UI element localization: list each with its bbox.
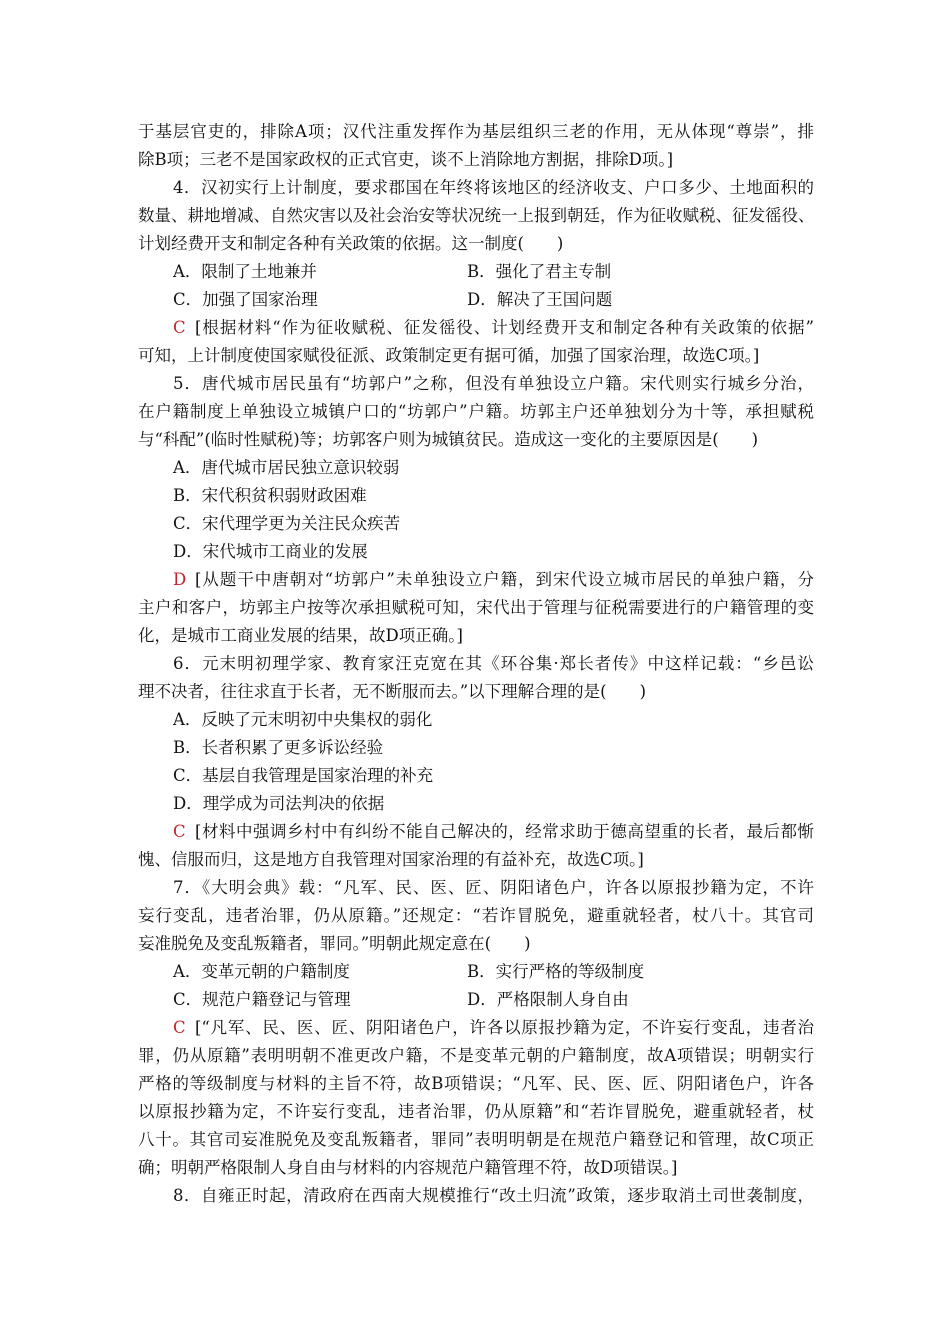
- text-line: 严格的等级制度与材料的主旨不符，故B项错误；“凡军、民、医、匠、阴阳诸色户，许各: [138, 1074, 814, 1093]
- text-line: 确；明朝严格限制人身自由与材料的内容规范户籍管理不符，故D项错误。]: [138, 1158, 678, 1177]
- text-line: 妄行变乱，违者治罪，仍从原籍。”还规定：“若诈冒脱免，避重就轻者，杖八十。其官司: [138, 906, 814, 925]
- text-line: 在户籍制度上单独设立城镇户口的“坊郭户”户籍。坊郭主户还单独划分为十等，承担赋税: [138, 402, 814, 421]
- text-line: 与“科配”(临时性赋税)等；坊郭客户则为城镇贫民。造成这一变化的主要原因是( ): [138, 430, 759, 449]
- question-7-stem: 7．《大明会典》载：“凡军、民、医、匠、阴阳诸色户，许各以原报抄籍为定，不许: [173, 878, 814, 897]
- option-a: A．反映了元末明初中央集权的弱化: [173, 710, 433, 729]
- text-line: 愧、信服而归，这是地方自我管理对国家治理的有益补充，故选C项。]: [138, 850, 644, 869]
- text-line: 主户和客户，坊郭主户按等次承担赋税可知，宋代出于管理与征税需要进行的户籍管理的变: [138, 598, 814, 617]
- explanation-line: [材料中强调乡村中有纠纷不能自己解决的，经常求助于德高望重的长者，最后都惭: [195, 822, 814, 841]
- question-5-stem: 5．唐代城市居民虽有“坊郭户”之称，但没有单独设立户籍。宋代则实行城乡分治，: [173, 374, 814, 393]
- answer-letter: C: [173, 822, 186, 841]
- option-b: B．长者积累了更多诉讼经验: [173, 738, 384, 757]
- text-line: 罪，仍从原籍”表明明朝不准更改户籍，不是变革元朝的户籍制度，故A项错误；明朝实行: [138, 1046, 814, 1065]
- text-line: 理不决者，往往求直于长者，无不断服而去。”以下理解合理的是( ): [138, 682, 647, 701]
- option-a: A．变革元朝的户籍制度: [173, 962, 350, 981]
- option-c: C．宋代理学更为关注民众疾苦: [173, 514, 401, 533]
- explanation-line: [“凡军、民、医、匠、阴阳诸色户，许各以原报抄籍为定，不许妄行变乱，违者治: [195, 1018, 814, 1037]
- text-line: 数量、耕地增减、自然灾害以及社会治安等状况统一上报到朝廷，作为征收赋税、征发徭役、: [138, 206, 815, 225]
- text-line: 于基层官吏的，排除A项；汉代注重发挥作为基层组织三老的作用，无从体现“尊崇”，排: [138, 122, 814, 141]
- text-line: 可知，上计制度使国家赋役征派、政策制定更有据可循，加强了国家治理，故选C项。]: [138, 346, 760, 365]
- text-line: 化，是城市工商业发展的结果，故D项正确。]: [138, 626, 463, 645]
- option-c: C．加强了国家治理: [173, 290, 318, 309]
- option-b: B．强化了君主专制: [467, 262, 612, 281]
- option-b: B．实行严格的等级制度: [467, 962, 645, 981]
- text-line: 以原报抄籍为定，不许妄行变乱，违者治罪，仍从原籍”和“若诈冒脱免，避重就轻者，杖: [138, 1102, 814, 1121]
- option-b: B．宋代积贫积弱财政困难: [173, 486, 367, 505]
- answer-letter: C: [173, 318, 186, 337]
- option-c: C．基层自我管理是国家治理的补充: [173, 766, 434, 785]
- option-d: D．理学成为司法判决的依据: [173, 794, 385, 813]
- text-line: 八十。其官司妄准脱免及变乱叛籍者，罪同”表明明朝是在规范户籍登记和管理，故C项正: [138, 1130, 814, 1149]
- explanation-line: [根据材料“作为征收赋税、征发徭役、计划经费开支和制定各种有关政策的依据”: [195, 318, 814, 337]
- text-line: 计划经费开支和制定各种有关政策的依据。这一制度( ): [138, 234, 564, 253]
- explanation-line: [从题干中唐朝对“坊郭户”未单独设立户籍，到宋代设立城市居民的单独户籍，分: [195, 570, 814, 589]
- question-4-stem: 4．汉初实行上计制度，要求郡国在年终将该地区的经济收支、户口多少、土地面积的: [173, 178, 814, 197]
- option-a: A．限制了土地兼并: [173, 262, 317, 281]
- question-6-stem: 6．元末明初理学家、教育家汪克宽在其《环谷集·郑长者传》中这样记载：“乡邑讼: [173, 654, 814, 673]
- option-a: A．唐代城市居民独立意识较弱: [173, 458, 400, 477]
- option-d: D．严格限制人身自由: [467, 990, 629, 1009]
- question-8-stem: 8．自雍正时起，清政府在西南大规模推行“改土归流”政策，逐步取消土司世袭制度，: [173, 1186, 814, 1205]
- option-d: D．解决了王国问题: [467, 290, 613, 309]
- text-line: 除B项；三老不是国家政权的正式官吏，谈不上消除地方割据，排除D项。]: [138, 150, 674, 169]
- answer-letter: C: [173, 1018, 186, 1037]
- option-c: C．规范户籍登记与管理: [173, 990, 351, 1009]
- text-line: 妄准脱免及变乱叛籍者，罪同。”明朝此规定意在( ): [138, 934, 531, 953]
- answer-letter: D: [173, 570, 187, 589]
- option-d: D．宋代城市工商业的发展: [173, 542, 368, 561]
